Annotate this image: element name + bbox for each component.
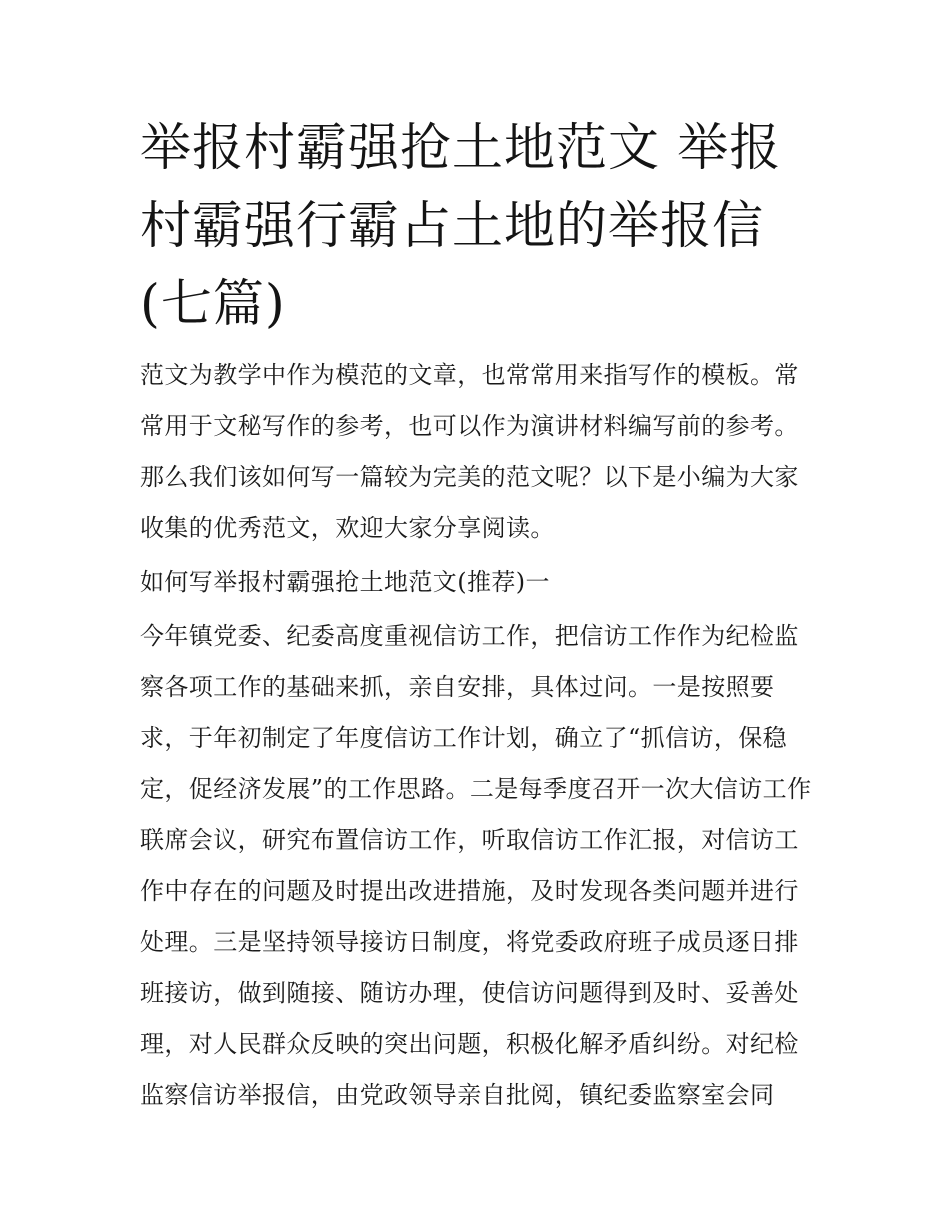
document-body xyxy=(140,350,820,1121)
section-paragraph: 今年镇党委、纪委高度重视信访工作，把信访工作作为纪检监察各项工作的基础来抓，亲自安排，具体过问。一是按照要求，于年初制定了年度信访工作计划，确立了“抓信访，保稳定，促经济发展”的工作思路。二是每季度召开一次大信访工作联席会议，研究布置信访工作，听取信访工作汇报，对信访工作中存在的问题及时提出改进措施，及时发现各类问题并进行处理。三是坚持领导接访日制度，将党委政府班子成员逐日排班接访，做到随接、随访办理，使信访问题得到及时、妥善处理，对人民群众反映的突出问题，积极化解矛盾纠纷。对纪检监察信访举报信，由党政领导亲自批阅，镇纪委监察室会同 xyxy=(140,622,812,1109)
document-title: 举报村霸强抢土地范文 举报村霸强行霸占土地的举报信(七篇) xyxy=(140,119,782,334)
intro-paragraph: 范文为教学中作为模范的文章，也常常用来指写作的模板。常常用于文秘写作的参考，也可以作为演讲材料编写前的参考。那么我们该如何写一篇较为完美的范文呢？以下是小编为大家收集的优秀范文，欢迎大家分享阅读。 xyxy=(140,361,799,542)
section-heading: 如何写举报村霸强抢土地范文(推荐)一 xyxy=(140,568,550,596)
